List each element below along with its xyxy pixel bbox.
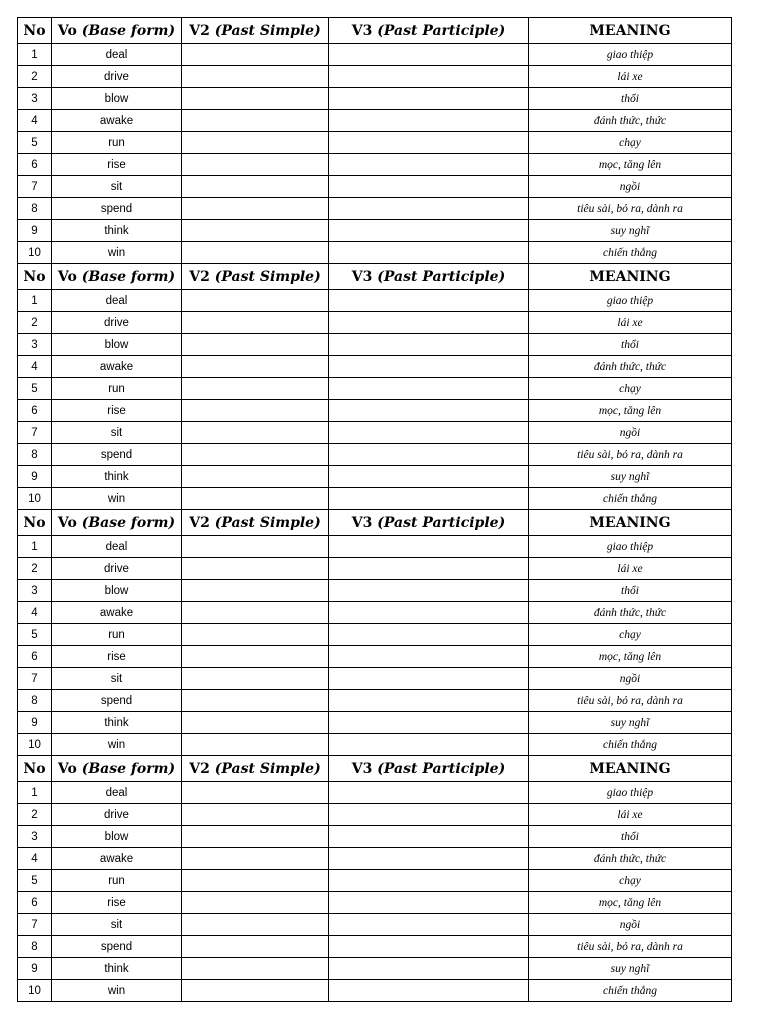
meaning-cell: đánh thức, thức [529, 848, 732, 870]
meaning-cell: mọc, tăng lên [529, 400, 732, 422]
header-past-participle [329, 18, 529, 44]
header-base-main: Vo [57, 760, 77, 777]
past-participle-cell[interactable] [329, 132, 529, 154]
meaning-cell: thổi [529, 580, 732, 602]
header-meaning: MEANING [529, 756, 732, 782]
table-row [18, 422, 732, 444]
past-simple-cell[interactable] [182, 980, 329, 1002]
row-number: 3 [18, 826, 52, 848]
past-participle-cell[interactable] [329, 378, 529, 400]
past-simple-cell[interactable] [182, 220, 329, 242]
base-form-cell: blow [52, 334, 182, 356]
table-row [18, 176, 732, 198]
past-participle-cell[interactable] [329, 624, 529, 646]
past-simple-cell[interactable] [182, 198, 329, 220]
base-form-cell: spend [52, 444, 182, 466]
past-participle-cell[interactable] [329, 690, 529, 712]
past-participle-cell[interactable] [329, 466, 529, 488]
table-row [18, 400, 732, 422]
table-row [18, 356, 732, 378]
past-participle-cell[interactable] [329, 602, 529, 624]
past-simple-cell[interactable] [182, 44, 329, 66]
row-number: 6 [18, 400, 52, 422]
past-simple-cell[interactable] [182, 624, 329, 646]
row-number: 4 [18, 602, 52, 624]
meaning-cell: đánh thức, thức [529, 110, 732, 132]
meaning-cell: tiêu sài, bỏ ra, dành ra [529, 936, 732, 958]
row-number: 2 [18, 804, 52, 826]
header-meaning: MEANING [529, 510, 732, 536]
table-row [18, 690, 732, 712]
table-row [18, 712, 732, 734]
header-no: No [18, 18, 52, 44]
header-no: No [18, 510, 52, 536]
past-participle-cell[interactable] [329, 220, 529, 242]
base-form-cell: blow [52, 826, 182, 848]
past-simple-cell[interactable] [182, 936, 329, 958]
meaning-cell: chạy [529, 870, 732, 892]
table-row [18, 66, 732, 88]
meaning-cell: lái xe [529, 312, 732, 334]
header-base-main: Vo [57, 268, 77, 285]
table-row [18, 536, 732, 558]
table-row [18, 936, 732, 958]
base-form-cell: spend [52, 690, 182, 712]
past-participle-cell[interactable] [329, 400, 529, 422]
header-v3-sub: (Past Participle) [377, 760, 506, 777]
table-row [18, 334, 732, 356]
past-simple-cell[interactable] [182, 242, 329, 264]
past-participle-cell[interactable] [329, 536, 529, 558]
header-v2-sub: (Past Simple) [214, 22, 321, 39]
table-row [18, 870, 732, 892]
base-form-cell: rise [52, 646, 182, 668]
meaning-cell: ngồi [529, 422, 732, 444]
header-base-form [52, 756, 182, 782]
meaning-cell: thổi [529, 334, 732, 356]
table-row [18, 580, 732, 602]
table-row [18, 914, 732, 936]
past-simple-cell[interactable] [182, 488, 329, 510]
meaning-cell: suy nghĩ [529, 958, 732, 980]
past-simple-cell[interactable] [182, 66, 329, 88]
row-number: 10 [18, 242, 52, 264]
meaning-cell: chạy [529, 378, 732, 400]
meaning-cell: giao thiệp [529, 536, 732, 558]
past-simple-cell[interactable] [182, 356, 329, 378]
base-form-cell: awake [52, 356, 182, 378]
base-form-cell: win [52, 734, 182, 756]
header-v3-sub: (Past Participle) [377, 268, 506, 285]
past-simple-cell[interactable] [182, 804, 329, 826]
table-row [18, 466, 732, 488]
past-participle-cell[interactable] [329, 44, 529, 66]
meaning-cell: giao thiệp [529, 290, 732, 312]
meaning-cell: tiêu sài, bỏ ra, dành ra [529, 198, 732, 220]
past-participle-cell[interactable] [329, 914, 529, 936]
table-row [18, 132, 732, 154]
base-form-cell: run [52, 378, 182, 400]
row-number: 4 [18, 110, 52, 132]
past-simple-cell[interactable] [182, 176, 329, 198]
header-past-simple [182, 264, 329, 290]
table-row [18, 804, 732, 826]
table-row [18, 826, 732, 848]
row-number: 10 [18, 980, 52, 1002]
past-simple-cell[interactable] [182, 958, 329, 980]
past-participle-cell[interactable] [329, 668, 529, 690]
header-base-sub: (Base form) [81, 268, 176, 285]
past-simple-cell[interactable] [182, 602, 329, 624]
row-number: 2 [18, 66, 52, 88]
base-form-cell: sit [52, 422, 182, 444]
past-simple-cell[interactable] [182, 734, 329, 756]
past-participle-cell[interactable] [329, 712, 529, 734]
past-participle-cell[interactable] [329, 936, 529, 958]
table-row [18, 958, 732, 980]
past-participle-cell[interactable] [329, 444, 529, 466]
row-number: 7 [18, 668, 52, 690]
past-simple-cell[interactable] [182, 782, 329, 804]
row-number: 8 [18, 936, 52, 958]
row-number: 3 [18, 88, 52, 110]
past-participle-cell[interactable] [329, 558, 529, 580]
past-participle-cell[interactable] [329, 980, 529, 1002]
past-simple-cell[interactable] [182, 914, 329, 936]
past-participle-cell[interactable] [329, 356, 529, 378]
table-row [18, 444, 732, 466]
header-base-form [52, 18, 182, 44]
meaning-cell: lái xe [529, 66, 732, 88]
base-form-cell: awake [52, 602, 182, 624]
table-row [18, 782, 732, 804]
meaning-cell: chiến thắng [529, 488, 732, 510]
meaning-cell: đánh thức, thức [529, 602, 732, 624]
row-number: 5 [18, 132, 52, 154]
past-participle-cell[interactable] [329, 488, 529, 510]
meaning-cell: suy nghĩ [529, 220, 732, 242]
past-participle-cell[interactable] [329, 782, 529, 804]
past-participle-cell[interactable] [329, 734, 529, 756]
meaning-cell: mọc, tăng lên [529, 154, 732, 176]
base-form-cell: run [52, 132, 182, 154]
past-simple-cell[interactable] [182, 154, 329, 176]
base-form-cell: win [52, 980, 182, 1002]
row-number: 8 [18, 690, 52, 712]
past-participle-cell[interactable] [329, 154, 529, 176]
header-base-sub: (Base form) [81, 514, 176, 531]
meaning-cell: chạy [529, 132, 732, 154]
meaning-cell: giao thiệp [529, 782, 732, 804]
row-number: 3 [18, 580, 52, 602]
row-number: 1 [18, 44, 52, 66]
table-row [18, 220, 732, 242]
past-simple-cell[interactable] [182, 378, 329, 400]
header-row [18, 510, 732, 536]
table-row [18, 242, 732, 264]
base-form-cell: rise [52, 154, 182, 176]
row-number: 4 [18, 356, 52, 378]
base-form-cell: win [52, 488, 182, 510]
past-participle-cell[interactable] [329, 646, 529, 668]
past-simple-cell[interactable] [182, 466, 329, 488]
base-form-cell: spend [52, 936, 182, 958]
base-form-cell: deal [52, 290, 182, 312]
past-simple-cell[interactable] [182, 536, 329, 558]
base-form-cell: blow [52, 88, 182, 110]
row-number: 7 [18, 176, 52, 198]
row-number: 5 [18, 870, 52, 892]
past-simple-cell[interactable] [182, 668, 329, 690]
table-row [18, 848, 732, 870]
past-participle-cell[interactable] [329, 422, 529, 444]
past-participle-cell[interactable] [329, 88, 529, 110]
header-past-participle [329, 510, 529, 536]
base-form-cell: deal [52, 536, 182, 558]
header-past-simple [182, 756, 329, 782]
row-number: 6 [18, 892, 52, 914]
row-number: 10 [18, 488, 52, 510]
base-form-cell: drive [52, 558, 182, 580]
base-form-cell: run [52, 624, 182, 646]
table-row [18, 312, 732, 334]
header-meaning: MEANING [529, 18, 732, 44]
row-number: 5 [18, 378, 52, 400]
header-v3-sub: (Past Participle) [377, 514, 506, 531]
header-meaning: MEANING [529, 264, 732, 290]
row-number: 8 [18, 198, 52, 220]
meaning-cell: tiêu sài, bỏ ra, dành ra [529, 690, 732, 712]
base-form-cell: think [52, 466, 182, 488]
meaning-cell: ngồi [529, 668, 732, 690]
base-form-cell: spend [52, 198, 182, 220]
past-participle-cell[interactable] [329, 870, 529, 892]
header-base-sub: (Base form) [81, 760, 176, 777]
meaning-cell: ngồi [529, 914, 732, 936]
table-row [18, 980, 732, 1002]
table-row [18, 624, 732, 646]
row-number: 1 [18, 782, 52, 804]
header-v3-main: V3 [351, 514, 373, 531]
past-participle-cell[interactable] [329, 312, 529, 334]
irregular-verbs-table [17, 17, 732, 1002]
header-base-form [52, 264, 182, 290]
header-base-main: Vo [57, 22, 77, 39]
meaning-cell: thổi [529, 88, 732, 110]
table-row [18, 290, 732, 312]
header-row [18, 756, 732, 782]
row-number: 3 [18, 334, 52, 356]
meaning-cell: chiến thắng [529, 980, 732, 1002]
base-form-cell: think [52, 958, 182, 980]
base-form-cell: run [52, 870, 182, 892]
row-number: 2 [18, 312, 52, 334]
row-number: 7 [18, 422, 52, 444]
base-form-cell: rise [52, 400, 182, 422]
table-row [18, 488, 732, 510]
past-simple-cell[interactable] [182, 422, 329, 444]
past-participle-cell[interactable] [329, 110, 529, 132]
header-v2-sub: (Past Simple) [214, 268, 321, 285]
base-form-cell: drive [52, 66, 182, 88]
past-participle-cell[interactable] [329, 242, 529, 264]
row-number: 8 [18, 444, 52, 466]
past-participle-cell[interactable] [329, 804, 529, 826]
past-participle-cell[interactable] [329, 958, 529, 980]
header-base-sub: (Base form) [81, 22, 176, 39]
table-row [18, 602, 732, 624]
meaning-cell: chạy [529, 624, 732, 646]
past-simple-cell[interactable] [182, 312, 329, 334]
base-form-cell: deal [52, 44, 182, 66]
base-form-cell: drive [52, 804, 182, 826]
header-v3-main: V3 [351, 268, 373, 285]
table-row [18, 668, 732, 690]
row-number: 9 [18, 466, 52, 488]
past-participle-cell[interactable] [329, 334, 529, 356]
header-base-form [52, 510, 182, 536]
header-v2-main: V2 [189, 22, 210, 39]
table-row [18, 734, 732, 756]
past-simple-cell[interactable] [182, 110, 329, 132]
past-participle-cell[interactable] [329, 66, 529, 88]
header-base-main: Vo [57, 514, 77, 531]
past-simple-cell[interactable] [182, 646, 329, 668]
header-v2-main: V2 [189, 268, 210, 285]
base-form-cell: sit [52, 176, 182, 198]
header-past-simple [182, 510, 329, 536]
base-form-cell: sit [52, 668, 182, 690]
past-simple-cell[interactable] [182, 580, 329, 602]
worksheet-page [17, 17, 731, 1002]
meaning-cell: mọc, tăng lên [529, 646, 732, 668]
past-simple-cell[interactable] [182, 848, 329, 870]
past-participle-cell[interactable] [329, 848, 529, 870]
past-simple-cell[interactable] [182, 826, 329, 848]
base-form-cell: deal [52, 782, 182, 804]
meaning-cell: suy nghĩ [529, 712, 732, 734]
header-no: No [18, 264, 52, 290]
header-v2-sub: (Past Simple) [214, 760, 321, 777]
header-v2-main: V2 [189, 514, 210, 531]
row-number: 6 [18, 154, 52, 176]
base-form-cell: win [52, 242, 182, 264]
table-row [18, 646, 732, 668]
base-form-cell: think [52, 712, 182, 734]
header-v3-main: V3 [351, 760, 373, 777]
past-simple-cell[interactable] [182, 712, 329, 734]
past-simple-cell[interactable] [182, 290, 329, 312]
meaning-cell: ngồi [529, 176, 732, 198]
row-number: 1 [18, 290, 52, 312]
table-row [18, 198, 732, 220]
row-number: 5 [18, 624, 52, 646]
meaning-cell: chiến thắng [529, 242, 732, 264]
header-past-simple [182, 18, 329, 44]
row-number: 10 [18, 734, 52, 756]
table-row [18, 110, 732, 132]
meaning-cell: suy nghĩ [529, 466, 732, 488]
header-row [18, 18, 732, 44]
table-row [18, 88, 732, 110]
past-participle-cell[interactable] [329, 580, 529, 602]
meaning-cell: lái xe [529, 558, 732, 580]
row-number: 1 [18, 536, 52, 558]
table-row [18, 44, 732, 66]
table-row [18, 892, 732, 914]
row-number: 9 [18, 220, 52, 242]
meaning-cell: mọc, tăng lên [529, 892, 732, 914]
past-simple-cell[interactable] [182, 132, 329, 154]
base-form-cell: sit [52, 914, 182, 936]
header-row [18, 264, 732, 290]
row-number: 9 [18, 958, 52, 980]
base-form-cell: awake [52, 848, 182, 870]
header-v3-main: V3 [351, 22, 373, 39]
row-number: 2 [18, 558, 52, 580]
past-simple-cell[interactable] [182, 892, 329, 914]
row-number: 7 [18, 914, 52, 936]
header-v2-sub: (Past Simple) [214, 514, 321, 531]
meaning-cell: chiến thắng [529, 734, 732, 756]
past-simple-cell[interactable] [182, 690, 329, 712]
table-row [18, 154, 732, 176]
past-simple-cell[interactable] [182, 400, 329, 422]
header-no: No [18, 756, 52, 782]
meaning-cell: thổi [529, 826, 732, 848]
row-number: 6 [18, 646, 52, 668]
header-past-participle [329, 264, 529, 290]
meaning-cell: lái xe [529, 804, 732, 826]
base-form-cell: drive [52, 312, 182, 334]
past-participle-cell[interactable] [329, 892, 529, 914]
meaning-cell: tiêu sài, bỏ ra, dành ra [529, 444, 732, 466]
table-row [18, 558, 732, 580]
past-participle-cell[interactable] [329, 176, 529, 198]
base-form-cell: rise [52, 892, 182, 914]
row-number: 9 [18, 712, 52, 734]
base-form-cell: blow [52, 580, 182, 602]
row-number: 4 [18, 848, 52, 870]
past-participle-cell[interactable] [329, 290, 529, 312]
header-v3-sub: (Past Participle) [377, 22, 506, 39]
meaning-cell: giao thiệp [529, 44, 732, 66]
header-past-participle [329, 756, 529, 782]
past-simple-cell[interactable] [182, 334, 329, 356]
meaning-cell: đánh thức, thức [529, 356, 732, 378]
header-v2-main: V2 [189, 760, 210, 777]
past-participle-cell[interactable] [329, 198, 529, 220]
past-participle-cell[interactable] [329, 826, 529, 848]
past-simple-cell[interactable] [182, 444, 329, 466]
base-form-cell: think [52, 220, 182, 242]
past-simple-cell[interactable] [182, 870, 329, 892]
past-simple-cell[interactable] [182, 88, 329, 110]
table-row [18, 378, 732, 400]
base-form-cell: awake [52, 110, 182, 132]
past-simple-cell[interactable] [182, 558, 329, 580]
